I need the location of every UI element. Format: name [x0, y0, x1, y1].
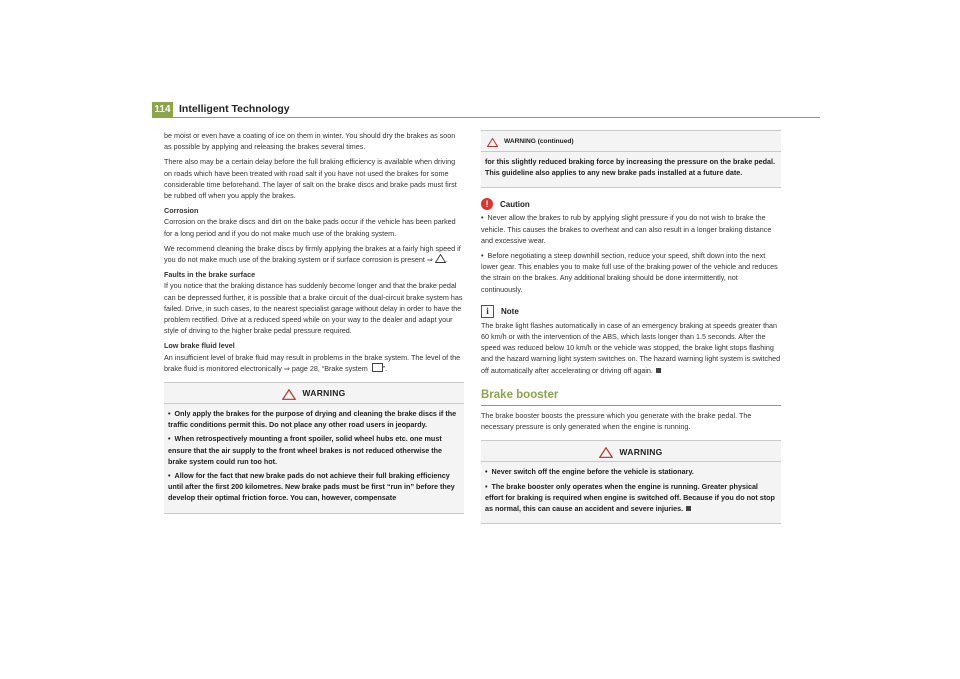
warning-triangle-icon	[487, 138, 498, 147]
warning-title: WARNING	[302, 388, 346, 399]
warning-body	[485, 466, 777, 514]
caution-item-text: Never allow the brakes to rub by applying slight pressure if you do not wish to brake the vehicle. This causes the brakes to overheat and can also result in a longer braking distance and excessive wear.	[481, 213, 772, 245]
bullet-icon: •	[168, 409, 171, 419]
warning-continued-title: WARNING (continued)	[504, 138, 574, 146]
paragraph: Corrosion on the brake discs and dirt on the bake pads occur if the vehicle has been parked for a long period and if you do not make much use of the braking system.	[164, 217, 456, 238]
warning-item	[168, 433, 460, 467]
warning-item	[485, 481, 777, 515]
warning-continued-body	[485, 156, 777, 178]
caution-header	[481, 198, 781, 210]
note-text: The brake light flashes automatically in case of an emergency braking at speeds greater than 60 km/h or with the intervention of the ABS, which lasts longer than 1.5 seconds. After the speed was reduced below 10 km/h or the vehicle was stopped, the brake light stops flashing and the hazard warning light system switches on. The hazard warning light system is switched off automatically after accelerating or driving off again.	[481, 320, 781, 375]
warning-box	[164, 382, 464, 514]
warning-header	[481, 443, 781, 462]
bullet-icon: •	[481, 213, 484, 223]
warning-header	[164, 385, 464, 404]
paragraph-text: An insufficient level of brake fluid may result in problems in the brake system. The level of the brake fluid is monitored electronically ⇒ page 28, “Brake system	[164, 352, 461, 373]
paragraph: be moist or even have a coating of ice on them in winter. You should dry the brakes as soon as possible by applying and releasing the brakes several times.	[164, 131, 456, 152]
warning-continued-header	[481, 133, 781, 152]
paragraph: The brake booster boosts the pressure which you generate with the brake pedal. The necessary pressure is only generated when the engine is running.	[481, 411, 752, 432]
warning-item	[168, 408, 460, 430]
bullet-icon: •	[481, 251, 484, 261]
paragraph: If you notice that the braking distance has suddenly become longer and that the brake pedal can be depressed further, it is possible that a brake circuit of the dual-circuit brake system has failed. Drive, in such cases, to the nearest specialist garage without delay in order to have the problem rectified. Drive at a reduced speed while on your way to the dealer and adapt your style of driving to the higher brake pedal pressure required.	[164, 281, 463, 336]
end-of-section-icon	[656, 368, 661, 373]
subheading-corrosion: Corrosion	[164, 206, 199, 216]
paragraph: We recommend cleaning the brake discs by firmly applying the brakes at a fairly high speed if you do not make much use of the braking system or if surface corrosion is present ⇒ .	[164, 243, 461, 265]
warning-continued-box	[481, 130, 781, 188]
note-title: Note	[501, 306, 519, 316]
paragraph-text-end: ”.	[382, 363, 388, 373]
warning-item	[485, 466, 777, 477]
warning-item-text: Allow for the fact that new brake pads do not achieve their full braking efficiency until after the first 200 kilometres. New brake pads must be first “run in” before they develop their optimal friction force. You can, however, compensate	[168, 471, 455, 503]
subheading-fluid: Low brake fluid level	[164, 341, 235, 351]
caution-item	[481, 212, 781, 246]
warning-continued-text: for this slightly reduced braking force by increasing the pressure on the brake pedal. This guideline also applies to any new brake pads installed at a future date.	[485, 157, 775, 178]
note-header	[481, 305, 781, 318]
warning-item-text: The brake booster only operates when the engine is running. Greater physical effort for braking is required when engine is switched off. Because if you do not stop as normal, this can cause an accident and severe injuries.	[485, 481, 775, 514]
bullet-icon: •	[485, 467, 488, 477]
page-number: 114	[152, 102, 173, 118]
bullet-icon: •	[168, 434, 171, 444]
warning-item	[168, 470, 460, 504]
section-title: Intelligent Technology	[179, 103, 290, 115]
warning-box-2	[481, 440, 781, 524]
warning-item-text: Never switch off the engine before the vehicle is stationary.	[491, 467, 694, 477]
right-column	[481, 130, 781, 524]
warning-item-text: When retrospectively mounting a front spoiler, solid wheel hubs etc. one must ensure that the air supply to the front wheel brakes is not reduced otherwise the brake system could run too hot.	[168, 434, 442, 466]
warning-triangle-icon	[599, 447, 613, 458]
warning-body	[168, 408, 460, 504]
note-paragraph	[481, 320, 781, 376]
paragraph	[164, 352, 464, 374]
info-icon: i	[481, 305, 494, 318]
warning-triangle-icon	[435, 254, 446, 263]
caution-title: Caution	[500, 199, 530, 209]
brake-warning-light-icon	[372, 363, 383, 372]
end-of-section-icon	[686, 506, 691, 511]
paragraph-text: We recommend cleaning the brake discs by firmly applying the brakes at a fairly high speed if you do not make much use of the braking system or if surface corrosion is present ⇒	[164, 243, 461, 265]
warning-item-text: Only apply the brakes for the purpose of drying and cleaning the brake discs if the traffic conditions permit this. Do not place any other road users in jeopardy.	[168, 409, 457, 430]
warning-title: WARNING	[619, 446, 663, 457]
bullet-icon: •	[168, 471, 171, 481]
brake-booster-heading: Brake booster	[481, 390, 781, 406]
caution-item-text: Before negotiating a steep downhill section, reduce your speed, shift down into the next lower gear. This enables you to make full use of the braking power of the vehicle and reduces the strain on the brakes. Any additional braking should be done intermittently, not continuously.	[481, 251, 778, 294]
bullet-icon: •	[485, 481, 488, 491]
caution-item	[481, 250, 781, 295]
caution-icon: !	[481, 198, 493, 210]
warning-triangle-icon	[282, 389, 296, 400]
paragraph: There also may be a certain delay before the full braking efficiency is available when driving on roads which have been treated with road salt if you have not used the brakes for some considerable time beforehand. The layer of salt on the brake discs and brake pads must first be rubbed off when you apply the brakes.	[164, 157, 457, 201]
subheading-faults: Faults in the brake surface	[164, 270, 256, 280]
header-rule	[152, 117, 820, 118]
left-column	[164, 130, 464, 514]
